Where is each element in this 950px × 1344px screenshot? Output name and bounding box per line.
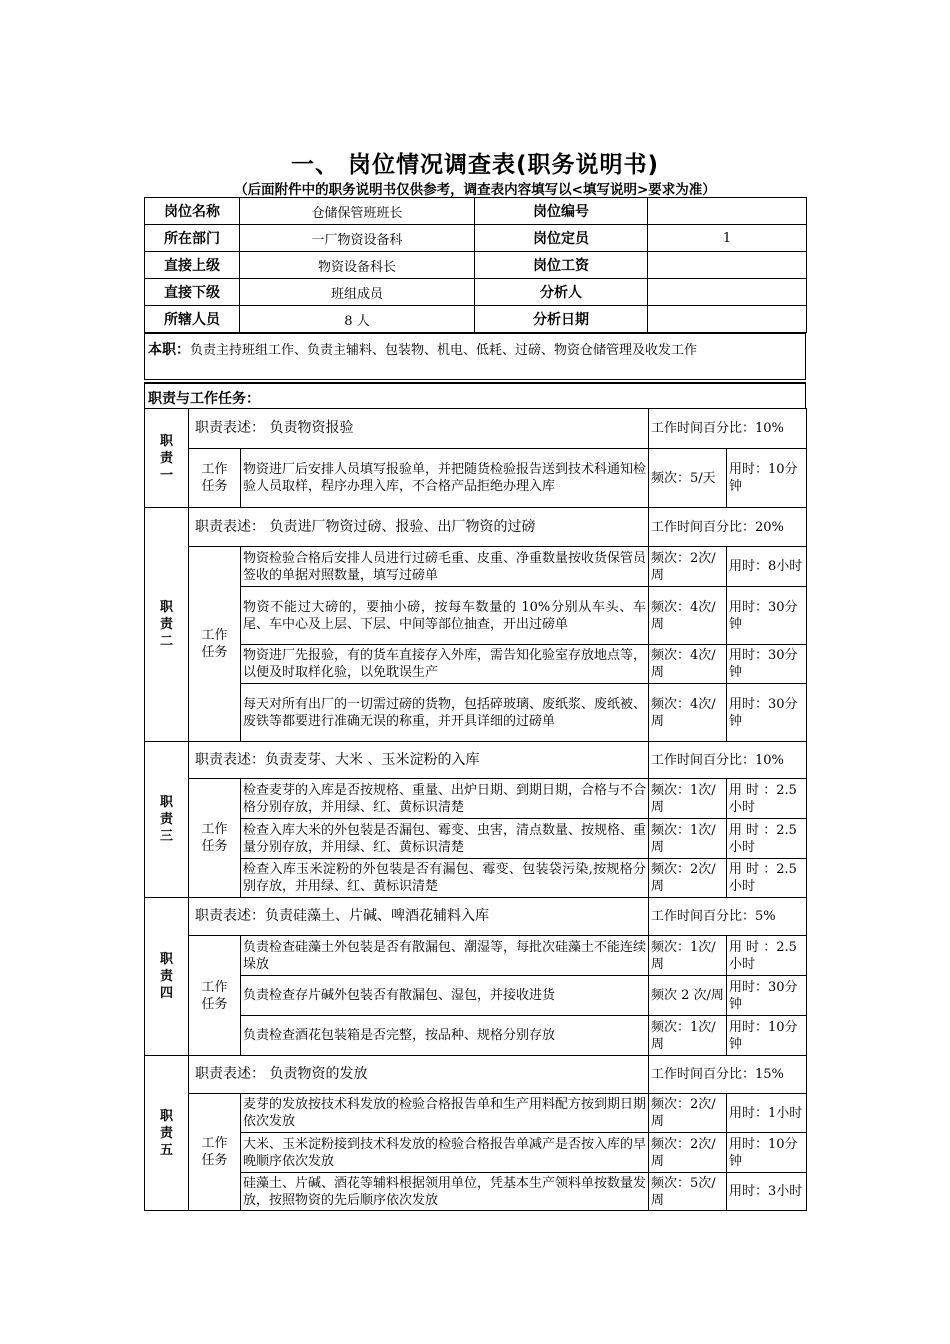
duty-statement-row xyxy=(145,508,807,547)
task-frequency: 频次：2次/周 xyxy=(649,1133,727,1173)
task-row xyxy=(145,1016,807,1056)
info-value: 一厂物资设备科 xyxy=(240,225,475,252)
duty-time-percentage: 工作时间百分比：10% xyxy=(649,742,807,779)
duties-header xyxy=(144,382,806,408)
task-frequency: 频次：5次/周 xyxy=(649,1173,727,1211)
duties-header-label: 职责与工作任务： xyxy=(148,391,260,407)
info-value xyxy=(648,306,807,333)
duty-time-percentage: 工作时间百分比：20% xyxy=(649,508,807,547)
task-duration: 用时：3小时 xyxy=(727,1173,807,1211)
task-row xyxy=(145,684,807,742)
page-subtitle: （后面附件中的职务说明书仅供参考，调查表内容填写以<填写说明>要求为准） xyxy=(234,182,716,198)
duty-statement-row xyxy=(145,1056,807,1094)
task-duration: 用时：8小时 xyxy=(727,547,807,587)
task-row xyxy=(145,779,807,819)
info-label: 分析人 xyxy=(475,279,648,306)
task-frequency: 频次：4次/ 周 xyxy=(649,684,727,742)
info-value xyxy=(648,198,807,225)
task-frequency: 频次：1次/周 xyxy=(649,936,727,976)
info-label: 直接上级 xyxy=(145,252,240,279)
task-duration: 用 时 ：2.5 小时 xyxy=(727,819,807,859)
duty-number: 职 责 四 xyxy=(145,898,189,1056)
task-duration: 用时：30分钟 xyxy=(727,645,807,684)
task-frequency: 频次：4次/ 周 xyxy=(649,645,727,684)
task-duration: 用时：30分钟 xyxy=(727,587,807,645)
task-duration: 用时：30分钟 xyxy=(727,684,807,742)
duty-number: 职 责 三 xyxy=(145,742,189,898)
info-value: 物资设备科长 xyxy=(240,252,475,279)
duty-statement: 职责表述：负责硅藻土、片碱、啤酒花辅料入库 xyxy=(189,898,649,936)
task-description: 麦芽的发放按技术科发放的检验合格报告单和生产用料配方按到期日期依次发放 xyxy=(241,1094,649,1133)
info-value: 8 人 xyxy=(240,306,475,333)
duty-number: 职 责 二 xyxy=(145,508,189,742)
info-label: 所在部门 xyxy=(145,225,240,252)
info-row xyxy=(145,198,807,225)
info-value xyxy=(648,279,807,306)
duty-time-percentage: 工作时间百分比：5% xyxy=(649,898,807,936)
task-frequency: 频次：2次/周 xyxy=(649,547,727,587)
task-row xyxy=(145,859,807,898)
duty-statement: 职责表述： 负责物资的发放 xyxy=(189,1056,649,1094)
task-frequency: 频次：1次/周 xyxy=(649,1016,727,1056)
position-info-table xyxy=(144,197,807,333)
main-duty-text: 负责主持班组工作、负责主辅料、包装物、机电、低耗、过磅、物资仓储管理及收发工作 xyxy=(190,343,698,358)
duty-statement: 职责表述： 负责物资报验 xyxy=(189,409,649,449)
work-task-label: 工作 任务 xyxy=(189,547,241,742)
task-row xyxy=(145,819,807,859)
info-label: 岗位编号 xyxy=(475,198,648,225)
duty-number: 职 责 一 xyxy=(145,409,189,508)
task-description: 物资进厂后安排人员填写报验单，并把随货检验报告送到技术科通知检验人员取样，程序办理入库，不合格产品拒绝办理入库 xyxy=(241,449,649,508)
task-frequency: 频次：1次/周 xyxy=(649,819,727,859)
info-value: 班组成员 xyxy=(240,279,475,306)
duty-time-percentage: 工作时间百分比：15% xyxy=(649,1056,807,1094)
info-label: 所辖人员 xyxy=(145,306,240,333)
task-frequency: 频次：5/天 xyxy=(649,449,727,508)
task-description: 检查入库玉米淀粉的外包装是否有漏包、霉变、包装袋污染,按规格分别存放，并用绿、红、黄标识清楚 xyxy=(241,859,649,898)
task-row xyxy=(145,587,807,645)
duty-statement-row xyxy=(145,409,807,449)
task-frequency: 频次：1次/周 xyxy=(649,779,727,819)
task-description: 检查麦芽的入库是否按规格、重量、出炉日期、到期日期，合格与不合格分别存放，并用绿、红、黄标识清楚 xyxy=(241,779,649,819)
task-duration: 用 时 ：2.5 小时 xyxy=(727,936,807,976)
work-task-label: 工作 任务 xyxy=(189,936,241,1056)
task-description: 物资不能过大磅的，要抽小磅，按每车数量的 10%分别从车头、车尾、车中心及上层、下层、中间等部位抽查，开出过磅单 xyxy=(241,587,649,645)
task-duration: 用时：10分钟 xyxy=(727,449,807,508)
duty-time-percentage: 工作时间百分比：10% xyxy=(649,409,807,449)
task-row xyxy=(145,1173,807,1211)
task-description: 每天对所有出厂的一切需过磅的货物，包括碎玻璃、废纸浆、废纸被、废铁等都要进行准确无误的称重，并开具详细的过磅单 xyxy=(241,684,649,742)
page-title: 一、 岗位情况调查表(职务说明书) xyxy=(290,152,660,178)
info-label: 分析日期 xyxy=(475,306,648,333)
task-row xyxy=(145,547,807,587)
task-description: 负责检查酒花包装箱是否完整，按品种、规格分别存放 xyxy=(241,1016,649,1056)
task-duration: 用 时 ：2.5 小时 xyxy=(727,779,807,819)
task-frequency: 频次：2次/周 xyxy=(649,1094,727,1133)
info-label: 岗位定员 xyxy=(475,225,648,252)
duty-statement-row xyxy=(145,742,807,779)
duty-statement: 职责表述： 负责进厂物资过磅、报验、出厂物资的过磅 xyxy=(189,508,649,547)
task-description: 物资检验合格后安排人员进行过磅毛重、皮重、净重数量按收货保管员签收的单据对照数量，填写过磅单 xyxy=(241,547,649,587)
task-duration: 用时：30分钟 xyxy=(727,976,807,1016)
task-duration: 用时：10分钟 xyxy=(727,1133,807,1173)
task-row xyxy=(145,449,807,508)
task-duration: 用 时 ：2.5 小时 xyxy=(727,859,807,898)
info-label: 岗位名称 xyxy=(145,198,240,225)
task-description: 负责检查存片碱外包装否有散漏包、湿包，并接收进货 xyxy=(241,976,649,1016)
task-duration: 用时：10分钟 xyxy=(727,1016,807,1056)
info-row xyxy=(145,252,807,279)
task-description: 大米、玉米淀粉接到技术科发放的检验合格报告单减产是否按入库的早晚顺序依次发放 xyxy=(241,1133,649,1173)
info-value xyxy=(648,252,807,279)
info-row xyxy=(145,306,807,333)
info-value: 1 xyxy=(648,225,807,252)
task-description: 物资进厂先报验，有的货车直接存入外库，需告知化验室存放地点等，以便及时取样化验，以免耽误生产 xyxy=(241,645,649,684)
info-value: 仓储保管班班长 xyxy=(240,198,475,225)
main-duty xyxy=(144,332,806,380)
duty-statement-row xyxy=(145,898,807,936)
task-row xyxy=(145,936,807,976)
duty-statement: 职责表述：负责麦芽、大米 、玉米淀粉的入库 xyxy=(189,742,649,779)
duty-number: 职 责 五 xyxy=(145,1056,189,1211)
task-frequency: 频次 2 次/周 xyxy=(649,976,727,1016)
main-duty-label: 本职： xyxy=(148,342,190,358)
info-row xyxy=(145,225,807,252)
task-row xyxy=(145,1094,807,1133)
work-task-label: 工作 任务 xyxy=(189,779,241,898)
task-description: 负责检查硅藻土外包装是否有散漏包、潮湿等，每批次硅藻土不能连续垛放 xyxy=(241,936,649,976)
task-row xyxy=(145,1133,807,1173)
task-frequency: 频次：4次/ 周 xyxy=(649,587,727,645)
task-row xyxy=(145,976,807,1016)
task-frequency: 频次：2次/ 周 xyxy=(649,859,727,898)
task-duration: 用时：1小时 xyxy=(727,1094,807,1133)
task-description: 硅藻土、片碱、酒花等辅料根据领用单位，凭基本生产领料单按数量发放，按照物资的先后顺序依次发放 xyxy=(241,1173,649,1211)
info-row xyxy=(145,279,807,306)
info-label: 直接下级 xyxy=(145,279,240,306)
duties-table xyxy=(144,408,807,1211)
task-description: 检查入库大米的外包装是否漏包、霉变、虫害，清点数量、按规格、重量分别存放，并用绿、红、黄标识清楚 xyxy=(241,819,649,859)
info-label: 岗位工资 xyxy=(475,252,648,279)
work-task-label: 工作 任务 xyxy=(189,449,241,508)
task-row xyxy=(145,645,807,684)
work-task-label: 工作 任务 xyxy=(189,1094,241,1211)
